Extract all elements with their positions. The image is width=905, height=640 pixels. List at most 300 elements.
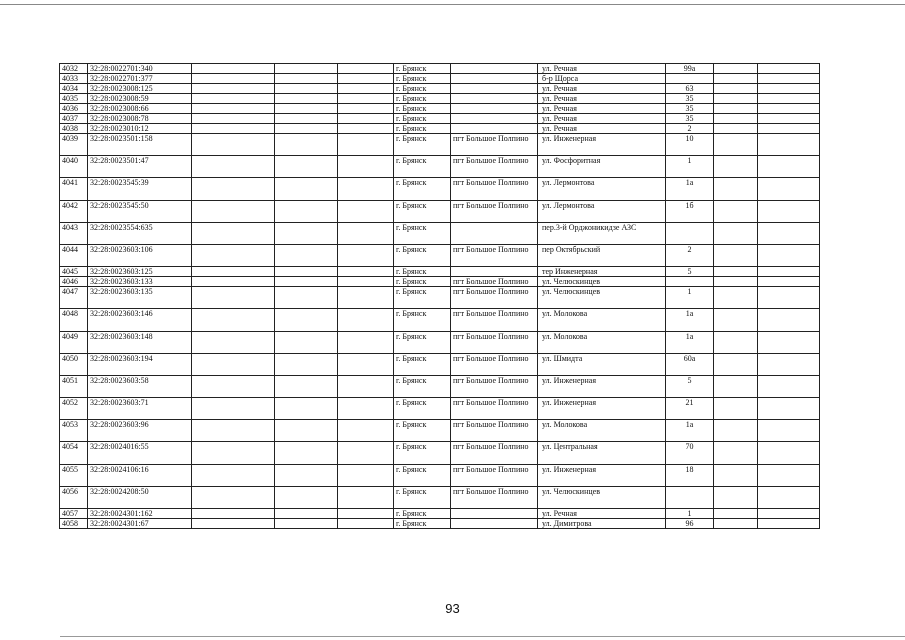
street-cell: ул. Димитрова bbox=[538, 519, 666, 529]
street-cell: ул. Шмидта bbox=[538, 353, 666, 375]
settlement-cell: пгт Большое Полпино bbox=[451, 156, 538, 178]
cadastral-number-cell: 32:28:0023603:194 bbox=[88, 353, 192, 375]
street-cell: ул. Центральная bbox=[538, 442, 666, 464]
empty-cell bbox=[192, 114, 275, 124]
empty-cell bbox=[275, 464, 338, 486]
empty-cell bbox=[714, 509, 758, 519]
city-cell: г. Брянск bbox=[394, 114, 451, 124]
empty-cell bbox=[338, 222, 394, 244]
empty-cell bbox=[192, 222, 275, 244]
empty-cell bbox=[714, 244, 758, 266]
street-cell: ул. Речная bbox=[538, 509, 666, 519]
empty-cell bbox=[714, 156, 758, 178]
settlement-cell bbox=[451, 94, 538, 104]
empty-cell bbox=[758, 94, 820, 104]
table-row bbox=[60, 420, 820, 442]
table-row bbox=[60, 178, 820, 200]
empty-cell bbox=[758, 64, 820, 74]
city-cell: г. Брянск bbox=[394, 486, 451, 508]
house-number-cell: 1а bbox=[666, 420, 714, 442]
house-number-cell: 35 bbox=[666, 104, 714, 114]
empty-cell bbox=[714, 420, 758, 442]
empty-cell bbox=[758, 486, 820, 508]
empty-cell bbox=[758, 178, 820, 200]
table-row bbox=[60, 104, 820, 114]
table-row bbox=[60, 74, 820, 84]
table-row bbox=[60, 287, 820, 309]
empty-cell bbox=[192, 277, 275, 287]
empty-cell bbox=[714, 222, 758, 244]
empty-cell bbox=[275, 124, 338, 134]
top-rule bbox=[0, 4, 905, 5]
house-number-cell bbox=[666, 222, 714, 244]
city-cell: г. Брянск bbox=[394, 94, 451, 104]
settlement-cell bbox=[451, 74, 538, 84]
empty-cell bbox=[338, 331, 394, 353]
settlement-cell bbox=[451, 114, 538, 124]
city-cell: г. Брянск bbox=[394, 277, 451, 287]
empty-cell bbox=[192, 267, 275, 277]
table-row bbox=[60, 244, 820, 266]
empty-cell bbox=[275, 267, 338, 277]
settlement-cell: пгт Большое Полпино bbox=[451, 178, 538, 200]
city-cell: г. Брянск bbox=[394, 509, 451, 519]
empty-cell bbox=[714, 331, 758, 353]
table-row bbox=[60, 398, 820, 420]
house-number-cell bbox=[666, 277, 714, 287]
row-number-cell: 4047 bbox=[60, 287, 88, 309]
house-number-cell: 5 bbox=[666, 267, 714, 277]
empty-cell bbox=[714, 84, 758, 94]
street-cell: ул. Речная bbox=[538, 124, 666, 134]
street-cell: пер.3-й Орджоникидзе АЗС bbox=[538, 222, 666, 244]
empty-cell bbox=[758, 331, 820, 353]
settlement-cell bbox=[451, 104, 538, 114]
house-number-cell: 60а bbox=[666, 353, 714, 375]
row-number-cell: 4042 bbox=[60, 200, 88, 222]
empty-cell bbox=[714, 519, 758, 529]
empty-cell bbox=[192, 84, 275, 94]
settlement-cell: пгт Большое Полпино bbox=[451, 442, 538, 464]
empty-cell bbox=[192, 287, 275, 309]
row-number-cell: 4041 bbox=[60, 178, 88, 200]
empty-cell bbox=[758, 509, 820, 519]
street-cell: ул. Речная bbox=[538, 84, 666, 94]
empty-cell bbox=[714, 287, 758, 309]
empty-cell bbox=[192, 74, 275, 84]
house-number-cell: 2 bbox=[666, 124, 714, 134]
cadastral-number-cell: 32:28:0023603:148 bbox=[88, 331, 192, 353]
street-cell: ул. Инженерная bbox=[538, 398, 666, 420]
empty-cell bbox=[275, 200, 338, 222]
table-row bbox=[60, 442, 820, 464]
house-number-cell: 63 bbox=[666, 84, 714, 94]
city-cell: г. Брянск bbox=[394, 200, 451, 222]
settlement-cell bbox=[451, 124, 538, 134]
empty-cell bbox=[714, 486, 758, 508]
empty-cell bbox=[192, 331, 275, 353]
house-number-cell: 35 bbox=[666, 114, 714, 124]
empty-cell bbox=[192, 134, 275, 156]
empty-cell bbox=[714, 94, 758, 104]
settlement-cell: пгт Большое Полпино bbox=[451, 277, 538, 287]
street-cell: ул. Фосфоритная bbox=[538, 156, 666, 178]
city-cell: г. Брянск bbox=[394, 464, 451, 486]
city-cell: г. Брянск bbox=[394, 104, 451, 114]
street-cell: ул. Молокова bbox=[538, 420, 666, 442]
city-cell: г. Брянск bbox=[394, 84, 451, 94]
cadastral-number-cell: 32:28:0023008:66 bbox=[88, 104, 192, 114]
empty-cell bbox=[714, 442, 758, 464]
empty-cell bbox=[192, 509, 275, 519]
city-cell: г. Брянск bbox=[394, 222, 451, 244]
city-cell: г. Брянск bbox=[394, 353, 451, 375]
house-number-cell: 1б bbox=[666, 200, 714, 222]
table-row bbox=[60, 84, 820, 94]
house-number-cell: 99а bbox=[666, 64, 714, 74]
table-row bbox=[60, 277, 820, 287]
empty-cell bbox=[275, 114, 338, 124]
cadastral-number-cell: 32:28:0022701:340 bbox=[88, 64, 192, 74]
cadastral-number-cell: 32:28:0023501:47 bbox=[88, 156, 192, 178]
row-number-cell: 4039 bbox=[60, 134, 88, 156]
table-row bbox=[60, 509, 820, 519]
table-row bbox=[60, 331, 820, 353]
row-number-cell: 4038 bbox=[60, 124, 88, 134]
empty-cell bbox=[338, 200, 394, 222]
street-cell: ул. Речная bbox=[538, 104, 666, 114]
empty-cell bbox=[338, 309, 394, 331]
cadastral-number-cell: 32:28:0024106:16 bbox=[88, 464, 192, 486]
empty-cell bbox=[758, 519, 820, 529]
empty-cell bbox=[338, 114, 394, 124]
row-number-cell: 4053 bbox=[60, 420, 88, 442]
row-number-cell: 4054 bbox=[60, 442, 88, 464]
table-row bbox=[60, 486, 820, 508]
street-cell: ул. Инженерная bbox=[538, 375, 666, 397]
empty-cell bbox=[758, 222, 820, 244]
row-number-cell: 4052 bbox=[60, 398, 88, 420]
empty-cell bbox=[338, 420, 394, 442]
row-number-cell: 4057 bbox=[60, 509, 88, 519]
empty-cell bbox=[338, 277, 394, 287]
cadastral-number-cell: 32:28:0023603:146 bbox=[88, 309, 192, 331]
cadastral-number-cell: 32:28:0023008:78 bbox=[88, 114, 192, 124]
city-cell: г. Брянск bbox=[394, 331, 451, 353]
empty-cell bbox=[758, 104, 820, 114]
house-number-cell: 96 bbox=[666, 519, 714, 529]
empty-cell bbox=[758, 353, 820, 375]
cadastral-number-cell: 32:28:0023010:12 bbox=[88, 124, 192, 134]
empty-cell bbox=[714, 309, 758, 331]
empty-cell bbox=[192, 178, 275, 200]
city-cell: г. Брянск bbox=[394, 244, 451, 266]
street-cell: ул. Челюскинцев bbox=[538, 287, 666, 309]
row-number-cell: 4036 bbox=[60, 104, 88, 114]
street-cell: ул. Речная bbox=[538, 64, 666, 74]
empty-cell bbox=[758, 84, 820, 94]
city-cell: г. Брянск bbox=[394, 398, 451, 420]
city-cell: г. Брянск bbox=[394, 442, 451, 464]
city-cell: г. Брянск bbox=[394, 267, 451, 277]
city-cell: г. Брянск bbox=[394, 375, 451, 397]
row-number-cell: 4043 bbox=[60, 222, 88, 244]
empty-cell bbox=[714, 74, 758, 84]
empty-cell bbox=[192, 94, 275, 104]
city-cell: г. Брянск bbox=[394, 420, 451, 442]
bottom-rule bbox=[60, 636, 905, 637]
cadastral-number-cell: 32:28:0023603:106 bbox=[88, 244, 192, 266]
empty-cell bbox=[275, 519, 338, 529]
house-number-cell: 5 bbox=[666, 375, 714, 397]
settlement-cell bbox=[451, 267, 538, 277]
table-row bbox=[60, 353, 820, 375]
settlement-cell: пгт Большое Полпино bbox=[451, 375, 538, 397]
empty-cell bbox=[758, 309, 820, 331]
cadastral-number-cell: 32:28:0023603:125 bbox=[88, 267, 192, 277]
empty-cell bbox=[758, 464, 820, 486]
empty-cell bbox=[275, 442, 338, 464]
empty-cell bbox=[338, 519, 394, 529]
empty-cell bbox=[275, 134, 338, 156]
empty-cell bbox=[192, 200, 275, 222]
empty-cell bbox=[758, 420, 820, 442]
empty-cell bbox=[275, 287, 338, 309]
city-cell: г. Брянск bbox=[394, 74, 451, 84]
empty-cell bbox=[275, 156, 338, 178]
empty-cell bbox=[192, 353, 275, 375]
settlement-cell bbox=[451, 519, 538, 529]
empty-cell bbox=[275, 353, 338, 375]
street-cell: б-р Щорса bbox=[538, 74, 666, 84]
cadastral-number-cell: 32:28:0023603:135 bbox=[88, 287, 192, 309]
row-number-cell: 4037 bbox=[60, 114, 88, 124]
empty-cell bbox=[192, 398, 275, 420]
empty-cell bbox=[192, 464, 275, 486]
row-number-cell: 4049 bbox=[60, 331, 88, 353]
house-number-cell: 1а bbox=[666, 309, 714, 331]
registry-table bbox=[59, 63, 820, 529]
settlement-cell: пгт Большое Полпино bbox=[451, 331, 538, 353]
empty-cell bbox=[275, 222, 338, 244]
cadastral-number-cell: 32:28:0023545:39 bbox=[88, 178, 192, 200]
street-cell: ул. Речная bbox=[538, 94, 666, 104]
empty-cell bbox=[714, 277, 758, 287]
empty-cell bbox=[275, 64, 338, 74]
house-number-cell: 1 bbox=[666, 287, 714, 309]
empty-cell bbox=[275, 331, 338, 353]
city-cell: г. Брянск bbox=[394, 178, 451, 200]
cadastral-number-cell: 32:28:0024301:67 bbox=[88, 519, 192, 529]
house-number-cell bbox=[666, 74, 714, 84]
empty-cell bbox=[338, 509, 394, 519]
empty-cell bbox=[192, 442, 275, 464]
cadastral-number-cell: 32:28:0024016:55 bbox=[88, 442, 192, 464]
street-cell: ул. Инженерная bbox=[538, 464, 666, 486]
cadastral-number-cell: 32:28:0024301:162 bbox=[88, 509, 192, 519]
empty-cell bbox=[275, 104, 338, 114]
cadastral-number-cell: 32:28:0023008:125 bbox=[88, 84, 192, 94]
empty-cell bbox=[192, 375, 275, 397]
row-number-cell: 4048 bbox=[60, 309, 88, 331]
house-number-cell: 1 bbox=[666, 509, 714, 519]
empty-cell bbox=[758, 200, 820, 222]
cadastral-number-cell: 32:28:0023008:59 bbox=[88, 94, 192, 104]
table-row bbox=[60, 134, 820, 156]
empty-cell bbox=[338, 124, 394, 134]
empty-cell bbox=[338, 464, 394, 486]
empty-cell bbox=[192, 244, 275, 266]
house-number-cell: 18 bbox=[666, 464, 714, 486]
house-number-cell bbox=[666, 486, 714, 508]
empty-cell bbox=[338, 442, 394, 464]
empty-cell bbox=[275, 74, 338, 84]
empty-cell bbox=[275, 420, 338, 442]
table-row bbox=[60, 375, 820, 397]
row-number-cell: 4032 bbox=[60, 64, 88, 74]
table-row bbox=[60, 64, 820, 74]
empty-cell bbox=[714, 104, 758, 114]
street-cell: ул. Молокова bbox=[538, 309, 666, 331]
empty-cell bbox=[758, 156, 820, 178]
settlement-cell bbox=[451, 222, 538, 244]
empty-cell bbox=[714, 114, 758, 124]
street-cell: ул. Инженерная bbox=[538, 134, 666, 156]
house-number-cell: 1а bbox=[666, 178, 714, 200]
table-row bbox=[60, 156, 820, 178]
house-number-cell: 1а bbox=[666, 331, 714, 353]
empty-cell bbox=[758, 267, 820, 277]
city-cell: г. Брянск bbox=[394, 519, 451, 529]
cadastral-number-cell: 32:28:0023603:58 bbox=[88, 375, 192, 397]
street-cell: ул. Речная bbox=[538, 114, 666, 124]
table-row bbox=[60, 464, 820, 486]
house-number-cell: 70 bbox=[666, 442, 714, 464]
page-number: 93 bbox=[445, 601, 460, 616]
empty-cell bbox=[714, 178, 758, 200]
street-cell: ул. Челюскинцев bbox=[538, 486, 666, 508]
empty-cell bbox=[338, 178, 394, 200]
cadastral-number-cell: 32:28:0022701:377 bbox=[88, 74, 192, 84]
cadastral-number-cell: 32:28:0023603:96 bbox=[88, 420, 192, 442]
empty-cell bbox=[192, 104, 275, 114]
settlement-cell: пгт Большое Полпино bbox=[451, 134, 538, 156]
empty-cell bbox=[192, 519, 275, 529]
empty-cell bbox=[338, 94, 394, 104]
table-row bbox=[60, 200, 820, 222]
row-number-cell: 4056 bbox=[60, 486, 88, 508]
empty-cell bbox=[714, 200, 758, 222]
city-cell: г. Брянск bbox=[394, 156, 451, 178]
table-row bbox=[60, 519, 820, 529]
settlement-cell bbox=[451, 64, 538, 74]
settlement-cell: пгт Большое Полпино bbox=[451, 486, 538, 508]
row-number-cell: 4051 bbox=[60, 375, 88, 397]
empty-cell bbox=[758, 74, 820, 84]
house-number-cell: 1 bbox=[666, 156, 714, 178]
table-row bbox=[60, 222, 820, 244]
row-number-cell: 4033 bbox=[60, 74, 88, 84]
empty-cell bbox=[192, 156, 275, 178]
empty-cell bbox=[338, 398, 394, 420]
house-number-cell: 21 bbox=[666, 398, 714, 420]
empty-cell bbox=[714, 64, 758, 74]
house-number-cell: 35 bbox=[666, 94, 714, 104]
city-cell: г. Брянск bbox=[394, 134, 451, 156]
empty-cell bbox=[275, 486, 338, 508]
city-cell: г. Брянск bbox=[394, 124, 451, 134]
empty-cell bbox=[714, 124, 758, 134]
empty-cell bbox=[275, 84, 338, 94]
settlement-cell: пгт Большое Полпино bbox=[451, 244, 538, 266]
settlement-cell: пгт Большое Полпино bbox=[451, 464, 538, 486]
table-row bbox=[60, 267, 820, 277]
empty-cell bbox=[714, 353, 758, 375]
table-row bbox=[60, 124, 820, 134]
table-row bbox=[60, 309, 820, 331]
cadastral-number-cell: 32:28:0023554:635 bbox=[88, 222, 192, 244]
empty-cell bbox=[338, 353, 394, 375]
city-cell: г. Брянск bbox=[394, 309, 451, 331]
empty-cell bbox=[192, 486, 275, 508]
empty-cell bbox=[275, 398, 338, 420]
empty-cell bbox=[275, 309, 338, 331]
empty-cell bbox=[338, 267, 394, 277]
settlement-cell: пгт Большое Полпино bbox=[451, 420, 538, 442]
row-number-cell: 4035 bbox=[60, 94, 88, 104]
empty-cell bbox=[714, 398, 758, 420]
row-number-cell: 4058 bbox=[60, 519, 88, 529]
city-cell: г. Брянск bbox=[394, 64, 451, 74]
empty-cell bbox=[714, 375, 758, 397]
empty-cell bbox=[758, 134, 820, 156]
empty-cell bbox=[338, 104, 394, 114]
street-cell: ул. Лермонтова bbox=[538, 178, 666, 200]
table-row bbox=[60, 114, 820, 124]
empty-cell bbox=[714, 134, 758, 156]
empty-cell bbox=[275, 509, 338, 519]
empty-cell bbox=[275, 277, 338, 287]
empty-cell bbox=[338, 287, 394, 309]
street-cell: ул. Челюскинцев bbox=[538, 277, 666, 287]
empty-cell bbox=[192, 309, 275, 331]
empty-cell bbox=[338, 244, 394, 266]
street-cell: ул. Молокова bbox=[538, 331, 666, 353]
row-number-cell: 4040 bbox=[60, 156, 88, 178]
city-cell: г. Брянск bbox=[394, 287, 451, 309]
empty-cell bbox=[192, 124, 275, 134]
empty-cell bbox=[758, 244, 820, 266]
cadastral-number-cell: 32:28:0023545:50 bbox=[88, 200, 192, 222]
table-row bbox=[60, 94, 820, 104]
street-cell: тер Инженерная bbox=[538, 267, 666, 277]
empty-cell bbox=[758, 124, 820, 134]
empty-cell bbox=[714, 267, 758, 277]
settlement-cell bbox=[451, 84, 538, 94]
row-number-cell: 4044 bbox=[60, 244, 88, 266]
empty-cell bbox=[758, 398, 820, 420]
empty-cell bbox=[714, 464, 758, 486]
row-number-cell: 4050 bbox=[60, 353, 88, 375]
empty-cell bbox=[758, 287, 820, 309]
street-cell: пер Октябрьский bbox=[538, 244, 666, 266]
settlement-cell bbox=[451, 509, 538, 519]
settlement-cell: пгт Большое Полпино bbox=[451, 398, 538, 420]
empty-cell bbox=[758, 442, 820, 464]
empty-cell bbox=[758, 375, 820, 397]
house-number-cell: 10 bbox=[666, 134, 714, 156]
empty-cell bbox=[338, 156, 394, 178]
